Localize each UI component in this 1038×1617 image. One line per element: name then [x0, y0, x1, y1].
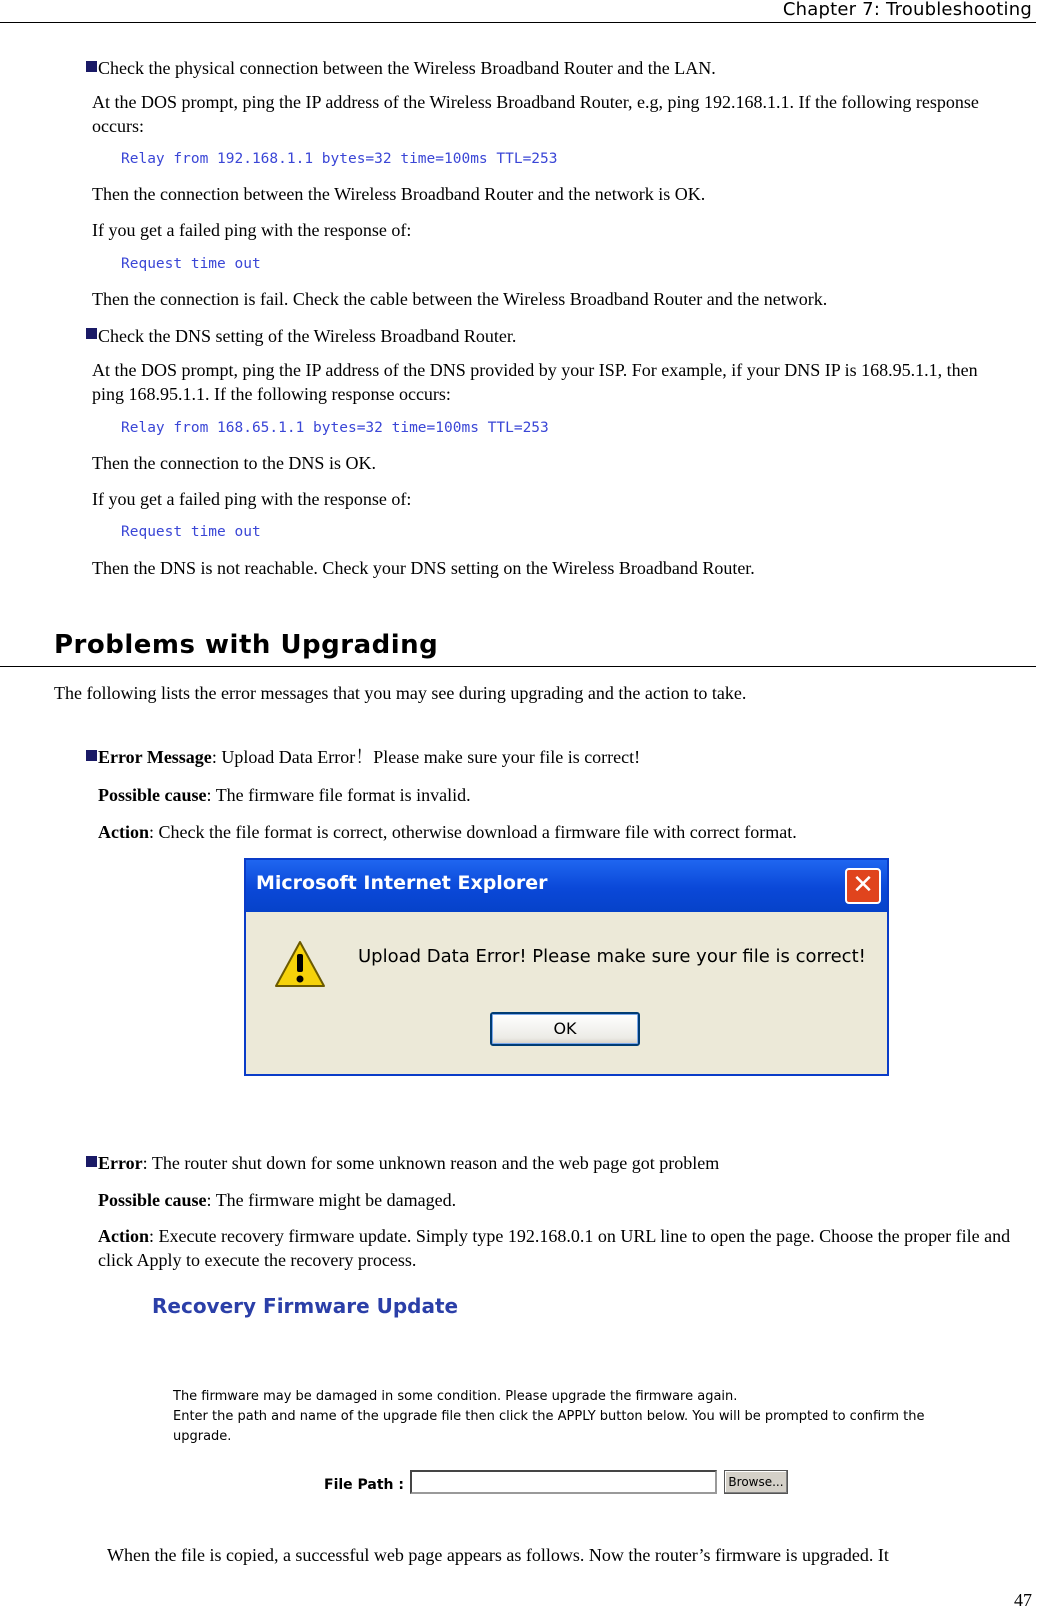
bullet-icon [86, 750, 97, 761]
page-header [0, 0, 1036, 23]
section-intro: The following lists the error messages that you may see during upgrading and the action to take. [54, 683, 747, 703]
page-number: 47 [1014, 1590, 1032, 1610]
item2-cause [98, 1188, 456, 1212]
bullet-icon [86, 328, 97, 339]
item2-action [98, 1224, 1033, 1272]
dns-response-ok: Relay from 168.65.1.1 bytes=32 time=100ms TTL=253 [121, 420, 549, 436]
lan-response-ok: Relay from 192.168.1.1 bytes=32 time=100ms TTL=253 [121, 151, 558, 167]
item2-error-text: : The router shut down for some unknown reason and the web page got problem [142, 1153, 720, 1173]
dns-fail-text: Then the DNS is not reachable. Check your DNS setting on the Wireless Broadband Router. [92, 558, 755, 578]
dns-ok-text: Then the connection to the DNS is OK. [92, 453, 376, 473]
dialog-title-bar [246, 860, 887, 912]
close-button[interactable]: ✕ [845, 868, 881, 904]
item1-error [98, 745, 640, 769]
browse-button[interactable]: Browse... [724, 1470, 788, 1494]
dns-failed-intro: If you get a failed ping with the response of: [92, 489, 412, 509]
item2-cause-text: : The firmware might be damaged. [206, 1190, 457, 1210]
chapter-title: Chapter 7: Troubleshooting [782, 0, 1032, 20]
lan-fail-text: Then the connection is fail. Check the cable between the Wireless Broadband Router and the network. [92, 289, 828, 309]
file-path-label: File Path : [324, 1477, 404, 1493]
ok-button[interactable]: OK [490, 1012, 640, 1046]
lan-response-fail: Request time out [121, 256, 261, 272]
recovery-line-2: Enter the path and name of the upgrade file then click the APPLY button below. You will be prompted to confirm the upgrade. [173, 1409, 925, 1444]
recovery-title: Recovery Firmware Update [152, 1294, 459, 1318]
closing-text: When the file is copied, a successful web page appears as follows. Now the router’s firmware is upgraded. It [107, 1545, 889, 1565]
section-divider [0, 666, 1036, 667]
item1-error-text: : Upload Data Error！Please make sure your file is correct! [211, 747, 641, 767]
warning-icon [274, 940, 326, 988]
dialog-message: Upload Data Error! Please make sure your file is correct! [358, 946, 866, 967]
item1-cause-text: : The firmware file format is invalid. [206, 785, 471, 805]
recovery-line-1: The firmware may be damaged in some condition. Please upgrade the firmware again. [173, 1389, 738, 1404]
error-dialog [244, 858, 889, 1076]
dns-response-fail: Request time out [121, 524, 261, 540]
bullet-icon [86, 1156, 97, 1167]
item2-cause-label: Possible cause [98, 1190, 207, 1210]
item2-action-text: : Execute recovery firmware update. Simply type 192.168.0.1 on URL line to open the page. Choose the proper file and click Apply to execute the recovery process. [98, 1226, 1011, 1270]
item1-cause [98, 783, 471, 807]
lan-instruction: At the DOS prompt, ping the IP address of the Wireless Broadband Router, e.g, ping 192.168.1.1. If the following response occurs: [92, 92, 979, 136]
dialog-title: Microsoft Internet Explorer [256, 872, 548, 894]
item2-error [98, 1151, 719, 1175]
section-title: Problems with Upgrading [54, 630, 439, 660]
item1-error-label: Error Message [98, 747, 212, 767]
item2-action-label: Action [98, 1226, 149, 1246]
lan-failed-intro: If you get a failed ping with the response of: [92, 220, 412, 240]
dns-instruction: At the DOS prompt, ping the IP address of the DNS provided by your ISP. For example, if your DNS IP is 168.95.1.1, then ping 168.95.1.1. If the following response occurs: [92, 360, 978, 404]
item2-error-label: Error [98, 1153, 143, 1173]
bullet-icon [86, 61, 97, 72]
item1-action-label: Action [98, 822, 149, 842]
dns-check-text: Check the DNS setting of the Wireless Broadband Router. [98, 326, 517, 346]
recovery-description [173, 1387, 953, 1447]
item1-action-text: : Check the file format is correct, otherwise download a firmware file with correct format. [149, 822, 797, 842]
lan-check-text: Check the physical connection between the Wireless Broadband Router and the LAN. [98, 58, 716, 78]
item1-action [98, 820, 797, 844]
item1-cause-label: Possible cause [98, 785, 207, 805]
lan-ok-text: Then the connection between the Wireless Broadband Router and the network is OK. [92, 184, 706, 204]
file-path-input[interactable] [410, 1470, 717, 1494]
